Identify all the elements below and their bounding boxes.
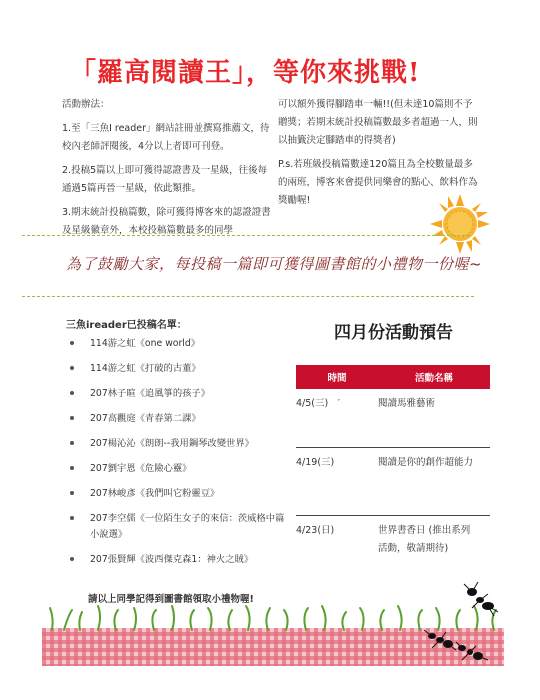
slogan: 為了鼓勵大家，每投稿一篇即可獲得圖書館的小禮物一份喔~ [66,255,483,273]
bullet-icon [70,466,74,470]
rule-item-2: 2.投稿5篇以上即可獲得認證書及一星級，往後每通過5篇再晉一星級，依此類推。 [62,165,268,194]
list-item: 207張賢輝《波西傑克森1：神火之賊》 [64,552,286,568]
bullet-icon [70,416,74,420]
list-item: 207李空儒《一位陌生女子的來信：茨威格中篇小說選》 [64,511,286,543]
submission-list [64,336,286,577]
event-name: 閱讀是你的創作超能力 [378,447,490,515]
april-schedule-table [296,365,490,575]
divider-bottom [22,296,474,297]
bullet-icon [70,341,74,345]
rules-column-left [62,96,272,246]
rules-heading: 活動辦法： [62,99,110,110]
event-name: 世界書香日 (推出系列活動，敬請期待) [378,515,490,575]
bullet-icon [70,516,74,520]
bullet-icon [70,441,74,445]
list-item: 207高觀庭《青春第二課》 [64,411,286,427]
list-item: 207楊沁沁《朗朗--我用鋼琴改變世界》 [64,436,286,452]
list-item: 207劉宇恩《危險心靈》 [64,461,286,477]
list-item: 114游之虹《打破的古董》 [64,361,286,377]
bullet-icon [70,391,74,395]
picnic-grass-decoration [42,560,504,672]
event-date: 4/23(日) [296,515,378,575]
event-date: 4/19(三) [296,447,378,515]
table-header-row [296,365,490,389]
table-row [296,447,490,515]
sun-icon [428,192,492,256]
bullet-icon [70,366,74,370]
column-header-time: 時間 [296,365,378,389]
list-item: 114游之虹《one world》 [64,336,286,352]
headline: 「羅高閱讀王」，等你來挑戰! [70,58,421,88]
list-item: 207林峻彥《我們叫它粉靈豆》 [64,486,286,502]
pickup-reminder: 請以上同學記得到圖書館領取小禮物喔! [88,594,254,605]
divider-top [22,235,470,236]
list-item: 207林子暄《追風箏的孩子》 [64,386,286,402]
rule-item-3-continued: 可以額外獲得腳踏車一輛!!(但未達10篇則不予贈獎；若期末統計投稿篇數最多者超過一人，則以抽籤決定腳踏車的得獎者) [278,99,478,146]
ps-note: P.s.若班級投稿篇數達120篇且為全校數量最多的兩班，博客來會提供同樂會的點心、飲料作為獎勵喔! [278,159,478,206]
table-row [296,389,490,447]
bullet-icon [70,491,74,495]
event-date: 4/5(三) ′ [296,398,340,409]
rule-item-3: 3.期末統計投稿篇數，除可獲得博客來的認證證書及星級徽章外，本校投稿篇數最多的同學 [62,207,271,236]
rule-item-1: 1.至「三魚I reader」網站註冊並撰寫推薦文，待校內老師評閱後，4分以上者即可刊登。 [62,123,270,152]
event-name: 閱讀馬雅藝術 [378,398,436,409]
april-preview-title: 四月份活動預告 [334,323,453,343]
submission-list-title: 三魚ireader已投稿名單： [66,320,187,331]
column-header-name: 活動名稱 [378,365,490,389]
